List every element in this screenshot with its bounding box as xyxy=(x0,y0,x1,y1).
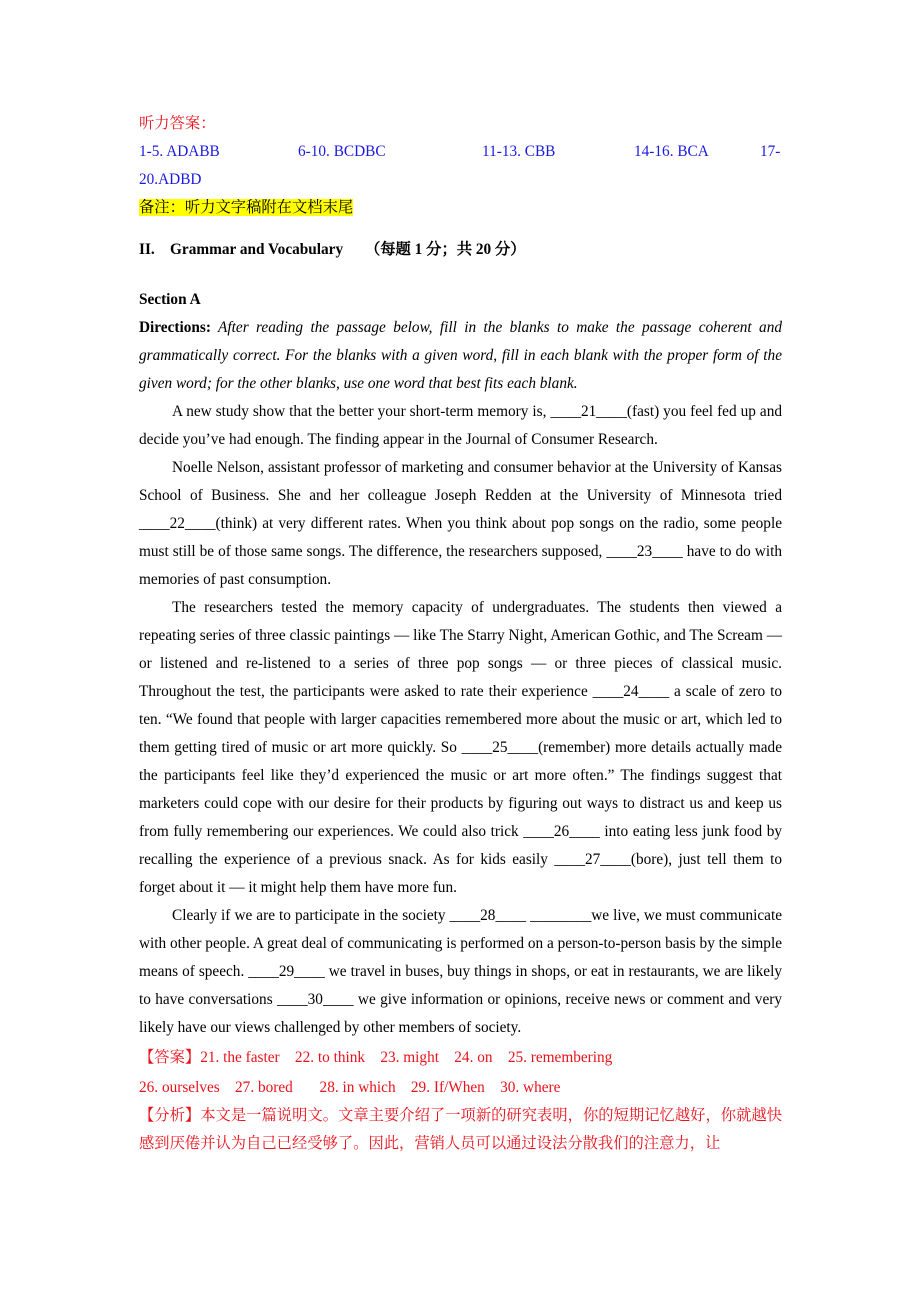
listening-note: 备注：听力文字稿附在文档末尾 xyxy=(139,199,354,216)
directions-text: After reading the passage below, fill in the blanks to make the passage coherent and grammatically correct. For the blanks with a given word, fill in each blank with the proper form of the given word; for the other blanks, use one word that best fits each blank. xyxy=(139,319,782,392)
document-content xyxy=(139,110,782,1158)
section-title: II. Grammar and Vocabulary xyxy=(139,241,344,258)
section-a-title: Section A xyxy=(139,291,201,308)
answer-6-10: 6-10. BCDBC xyxy=(298,143,386,160)
directions xyxy=(139,314,782,398)
passage-paragraph: The researchers tested the memory capacity of undergraduates. The students then viewed a repeating series of three classic paintings — like The Starry Night, American Gothic, and The Scream — or listened and re-listened to a series of three pop songs — or three pieces of classical music. Throughout the test, the participants were asked to rate their experience ____24____ a scale of zero to ten. “We found that people with larger capacities remembered more about the music or art, which led to them getting tired of music or art more quickly. So ____25____(remember) more details actually made the participants feel like they’d experienced the music or art more often.” The findings suggest that marketers could cope with our desire for their products by figuring out ways to distract us and keep us from fully remembering our experiences. We could also trick ____26____ into eating less junk food by recalling the experience of a previous snack. As for kids easily ____27____(bore), just tell them to forget about it — it might help them have more fun. xyxy=(139,599,782,896)
answer-key-line2: 26. ourselves 27. bored 28. in which 29. If/When 30. where xyxy=(139,1079,561,1096)
listening-answers xyxy=(139,138,782,166)
analysis xyxy=(139,1102,782,1158)
passage-paragraph: Clearly if we are to participate in the society ____28____ ________we live, we must communicate with other people. A great deal of communicating is performed on a person-to-person basis by the simple means of speech. ____29____ we travel in buses, buy things in shops, or eat in restaurants, we are likely to have conversations ____30____ we give information or opinions, receive news or comment and very likely have our views challenged by other members of society. xyxy=(139,907,782,1036)
section-score: （每题 1 分；共 20 分） xyxy=(364,241,526,258)
passage-paragraph: Noelle Nelson, assistant professor of marketing and consumer behavior at the University of Kansas School of Business. She and her colleague Joseph Redden at the University of Minnesota tried ____22____(think) at very different rates. When you think about pop songs on the radio, some people must still be of those same songs. The difference, the researchers supposed, ____23____ have to do with memories of past consumption. xyxy=(139,459,782,588)
answer-1-5: 1-5. ADABB xyxy=(139,143,220,160)
answer-17-20-part2: 20.ADBD xyxy=(139,171,202,188)
section-heading xyxy=(139,236,782,264)
passage-paragraph: A new study show that the better your short-term memory is, ____21____(fast) you feel fed up and decide you’ve had enough. The finding appear in the Journal of Consumer Research. xyxy=(139,403,782,448)
listening-title: 听力答案： xyxy=(139,115,216,132)
answer-label: 【答案】 xyxy=(139,1049,201,1066)
analysis-text: 本文是一篇说明文。文章主要介绍了一项新的研究表明，你的短期记忆越好，你就越快感到厌倦并认为自己已经受够了。因此，营销人员可以通过设法分散我们的注意力，让 xyxy=(139,1107,782,1152)
answer-11-13: 11-13. CBB xyxy=(482,143,556,160)
answer-14-16: 14-16. BCA xyxy=(634,143,709,160)
analysis-label: 【分析】 xyxy=(139,1107,201,1124)
answer-17-20-part1: 17- xyxy=(760,143,781,160)
answer-key-line1 xyxy=(139,1044,782,1072)
directions-label: Directions: xyxy=(139,319,211,336)
answer-list-1: 21. the faster 22. to think 23. might 24. on 25. remembering xyxy=(200,1049,613,1066)
